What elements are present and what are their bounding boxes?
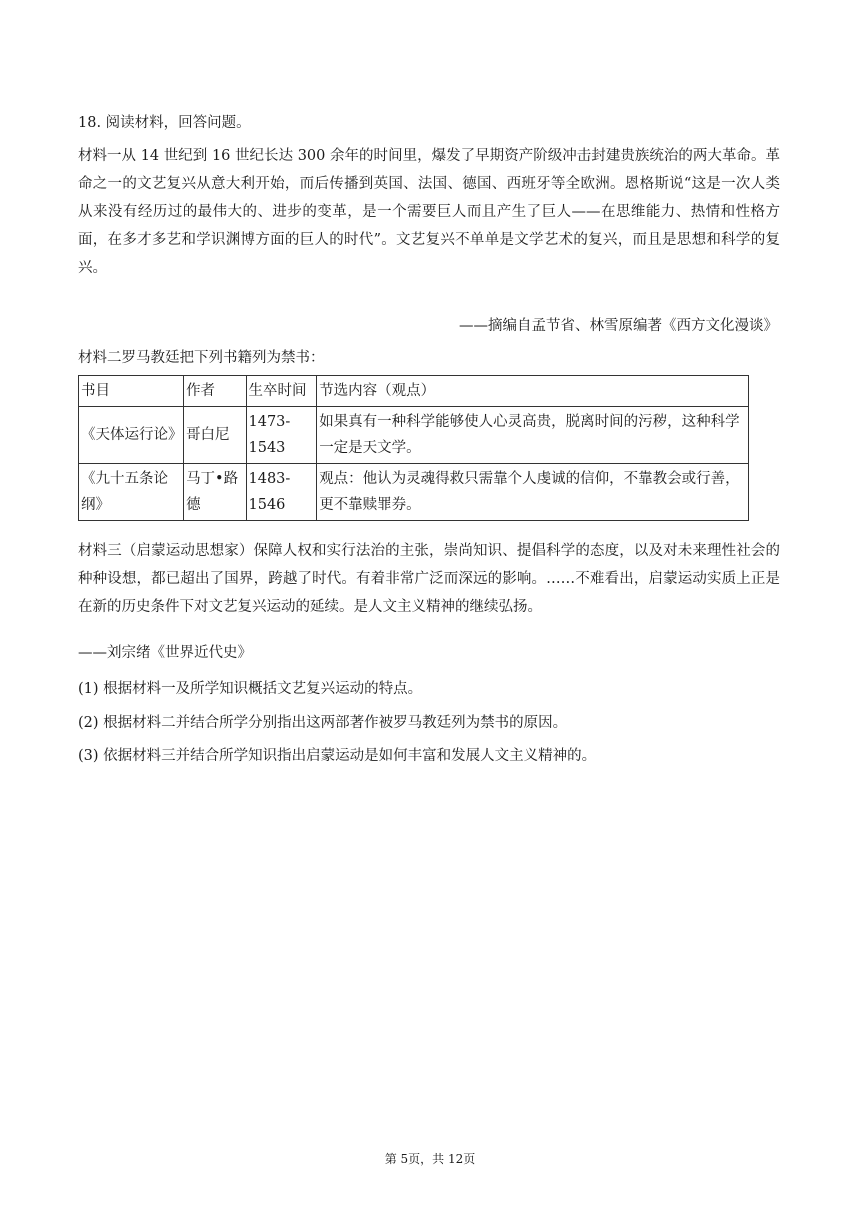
material-three-source: ——刘宗绪《世界近代史》 <box>78 645 252 661</box>
sub-question-1: (1) 根据材料一及所学知识概括文艺复兴运动的特点。 <box>78 681 423 697</box>
table-header-row <box>79 376 749 407</box>
material-one-source: ——摘编自孟节省、林雪原编著《西方文化漫谈》 <box>459 318 778 334</box>
table-cell-dates: 1483-1546 <box>246 464 317 521</box>
table-header-cell: 作者 <box>184 376 246 407</box>
sub-question-2: (2) 根据材料二并结合所学分别指出这两部著作被罗马教廷列为禁书的原因。 <box>78 715 568 731</box>
banned-books-table <box>78 375 749 521</box>
table-header-cell: 书目 <box>79 376 184 407</box>
sub-question-3: (3) 依据材料三并结合所学知识指出启蒙运动是如何丰富和发展人文主义精神的。 <box>78 748 597 764</box>
page-number-footer: 第 5页，共 12页 <box>384 1152 476 1166</box>
material-two-intro: 材料二罗马教廷把下列书籍列为禁书： <box>78 350 325 366</box>
material-one-text: 材料一从 14 世纪到 16 世纪长达 300 余年的时间里，爆发了早期资产阶级冲击封建贵族统治的两大革命。革命之一的文艺复兴从意大利开始，而后传播到英国、法国、德国、西班牙等全欧洲。恩格斯说“这是一次人类从来没有经历过的最伟大的、进步的变革，是一个需要巨人而且产生了巨人——在思维能力、热情和性格方面，在多才多艺和学识渊博方面的巨人的时代”。文艺复兴不单单是文学艺术的复兴，而且是思想和科学的复兴。 <box>78 148 780 276</box>
table-cell-title: 《天体运行论》 <box>79 407 184 464</box>
table-header-cell: 生卒时间 <box>246 376 317 407</box>
question-heading: 18. 阅读材料，回答问题。 <box>78 115 251 131</box>
table-cell-author: 哥白尼 <box>184 407 246 464</box>
table-cell-title: 《九十五条论纲》 <box>79 464 184 521</box>
table-header-cell: 节选内容（观点） <box>317 376 749 407</box>
table-cell-excerpt: 观点：他认为灵魂得救只需靠个人虔诚的信仰，不靠教会或行善，更不靠赎罪券。 <box>317 464 749 521</box>
table-cell-author: 马丁•路德 <box>184 464 246 521</box>
material-three-text: 材料三（启蒙运动思想家）保障人权和实行法治的主张，崇尚知识、提倡科学的态度，以及对未来理性社会的种种设想，都已超出了国界，跨越了时代。有着非常广泛而深远的影响。……不难看出，启蒙运动实质上正是在新的历史条件下对文艺复兴运动的延续。是人文主义精神的继续弘扬。 <box>78 543 780 615</box>
table-row <box>79 464 749 521</box>
table-cell-dates: 1473-1543 <box>246 407 317 464</box>
table-cell-excerpt: 如果真有一种科学能够使人心灵高贵，脱离时间的污秽，这种科学一定是天文学。 <box>317 407 749 464</box>
table-row <box>79 407 749 464</box>
